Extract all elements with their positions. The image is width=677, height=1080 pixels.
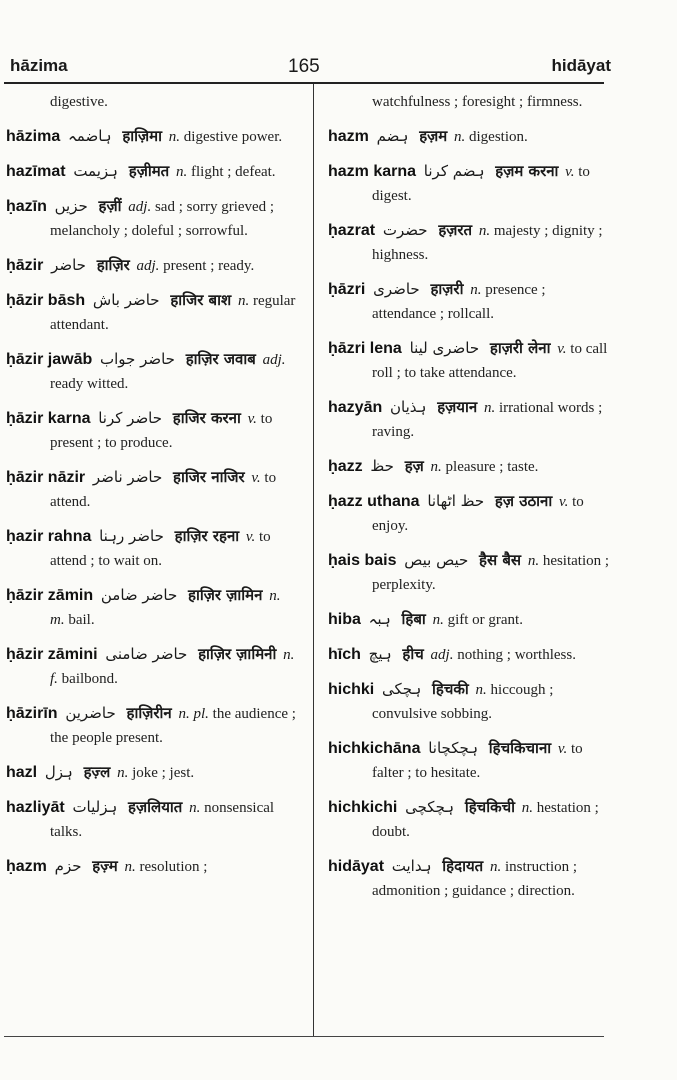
left-column <box>6 90 298 889</box>
urdu-script: حاضرین <box>65 704 116 722</box>
part-of-speech: n. <box>470 282 482 298</box>
part-of-speech: n. <box>124 859 136 875</box>
definition: present ; ready. <box>163 258 255 274</box>
urdu-script: حاضری <box>373 280 420 298</box>
definition: flight ; defeat. <box>191 164 276 180</box>
urdu-script: حاضر جواب <box>100 350 175 368</box>
headword: ḥais bais <box>328 552 397 569</box>
dictionary-entry <box>328 548 610 597</box>
hindi-script: हिचकिची <box>464 798 516 816</box>
headword: hīch <box>328 646 361 663</box>
headword: hichki <box>328 681 375 698</box>
part-of-speech: n. <box>430 459 442 475</box>
headword: hazm <box>328 128 369 145</box>
hindi-script: हज़रत <box>438 221 473 239</box>
dictionary-entry <box>6 642 298 691</box>
urdu-script: ہاضمہ <box>68 127 112 145</box>
headword: ḥāzir <box>6 257 44 274</box>
headword: ḥazz <box>328 458 363 475</box>
dictionary-entry <box>6 288 298 337</box>
definition: to attend. <box>50 470 277 510</box>
hindi-script: हज़म <box>419 127 448 145</box>
page-number: 165 <box>288 56 320 77</box>
definition: majesty ; dignity ; highness. <box>372 223 603 263</box>
dictionary-entry <box>328 854 610 903</box>
urdu-script: حاضر <box>51 256 86 274</box>
dictionary-entry <box>328 642 610 667</box>
running-head-right: hidāyat <box>551 56 611 75</box>
dictionary-entry <box>328 159 610 208</box>
headword: hichkichāna <box>328 740 421 757</box>
running-head-left: hāzima <box>10 56 68 75</box>
hindi-script: हज़्ल <box>83 763 111 781</box>
headword: ḥāzirīn <box>6 705 58 722</box>
headword: ḥāzri <box>328 281 366 298</box>
headword: ḥāzri lena <box>328 340 402 357</box>
dictionary-entry <box>328 454 610 479</box>
hindi-script: हज़यान <box>437 398 478 416</box>
hindi-script: हिदायत <box>442 857 484 875</box>
hindi-script: हाज़िमा <box>122 127 163 145</box>
part-of-speech: n. <box>189 800 201 816</box>
part-of-speech: n. <box>527 553 540 569</box>
part-of-speech: n. pl. <box>178 706 209 722</box>
hindi-script: हिचकी <box>432 680 469 698</box>
part-of-speech: adj. <box>128 199 152 215</box>
dictionary-entry <box>328 607 610 632</box>
dictionary-entry <box>6 194 298 243</box>
part-of-speech: v. <box>251 470 261 486</box>
urdu-script: حضرت <box>382 221 428 239</box>
definition: joke ; jest. <box>132 765 195 781</box>
part-of-speech: n. m. <box>50 588 281 628</box>
urdu-script: حظ <box>370 457 394 475</box>
hindi-script: हिचकिचाना <box>488 739 552 757</box>
dictionary-entry <box>328 795 610 844</box>
urdu-script: حاضر باش <box>92 291 160 309</box>
hindi-script: हज़्म <box>92 857 118 875</box>
dictionary-entry <box>6 406 298 455</box>
definition: regular attendant. <box>50 293 296 333</box>
entry-list <box>328 124 610 903</box>
headword: ḥāzir nāzir <box>6 469 86 486</box>
part-of-speech: v. <box>565 164 575 180</box>
hindi-script: हैस बैस <box>479 551 522 569</box>
headword: hazyān <box>328 399 383 416</box>
part-of-speech: n. <box>478 223 491 239</box>
definition: digestion. <box>469 129 528 145</box>
definition: to digest. <box>372 164 590 204</box>
hindi-script: हिबा <box>401 610 426 628</box>
dictionary-entry <box>6 253 298 278</box>
headword: hazm karna <box>328 163 417 180</box>
headword: hazīmat <box>6 163 66 180</box>
continuation-text: watchfulness ; foresight ; firmness. <box>372 94 583 110</box>
dictionary-entry <box>328 277 610 326</box>
hindi-script: हाज़िरीन <box>126 704 172 722</box>
headword: ḥazrat <box>328 222 376 239</box>
urdu-script: حاضر ضامنی <box>105 645 188 663</box>
hindi-script: हाजिर करना <box>172 409 241 427</box>
headword: hiba <box>328 611 361 628</box>
headword: hidāyat <box>328 858 385 875</box>
urdu-script: ہچکچی <box>405 798 455 816</box>
headword: ḥāzir bāsh <box>6 292 86 309</box>
definition: nonsensical talks. <box>50 800 275 840</box>
part-of-speech: adj. <box>430 647 454 663</box>
headword: hāzima <box>6 128 61 145</box>
part-of-speech: n. <box>117 765 129 781</box>
part-of-speech: v. <box>245 529 256 545</box>
part-of-speech: v. <box>557 341 567 357</box>
dictionary-entry <box>6 854 298 879</box>
definition: sad ; sorry grieved ; melancholy ; doleful ; sorrowful. <box>50 199 275 239</box>
hindi-script: हज़ीमत <box>128 162 170 180</box>
definition: hesitation ; perplexity. <box>372 553 610 593</box>
dictionary-entry <box>328 489 610 538</box>
definition: bailbond. <box>61 671 118 687</box>
urdu-script: ہچکچانا <box>428 739 478 757</box>
hindi-script: हीच <box>402 645 424 663</box>
dictionary-entry <box>328 736 610 785</box>
part-of-speech: n. <box>521 800 534 816</box>
urdu-script: حیص بیص <box>404 551 469 569</box>
urdu-script: حاضری لینا <box>409 339 480 357</box>
definition: gift or grant. <box>447 612 523 628</box>
urdu-script: حزیں <box>54 197 88 215</box>
definition: resolution ; <box>139 859 208 875</box>
definition: bail. <box>68 612 95 628</box>
definition: the audience ; the people present. <box>50 706 296 746</box>
urdu-script: حاضر ناضر <box>92 468 163 486</box>
dictionary-entry <box>6 159 298 184</box>
part-of-speech: v. <box>557 741 568 757</box>
urdu-script: ہزلیات <box>72 798 118 816</box>
dictionary-entry <box>6 760 298 785</box>
definition: hestation ; doubt. <box>372 800 599 840</box>
part-of-speech: n. <box>489 859 502 875</box>
headword: hazl <box>6 764 38 781</box>
part-of-speech: n. <box>237 293 250 309</box>
headword: ḥāzir zāmini <box>6 646 98 663</box>
headword: ḥazīn <box>6 198 47 215</box>
headword: ḥazir rahna <box>6 528 92 545</box>
part-of-speech: adj. <box>136 258 160 274</box>
hindi-script: हाज़िर रहना <box>174 527 240 545</box>
definition: to attend ; to wait on. <box>50 529 271 569</box>
urdu-script: حاضر کرنا <box>98 409 163 427</box>
definition: hiccough ; convulsive sobbing. <box>372 682 554 722</box>
part-of-speech: n. <box>168 129 181 145</box>
headword: ḥazz uthana <box>328 493 420 510</box>
definition: ready witted. <box>50 376 129 392</box>
headword: ḥazm <box>6 858 47 875</box>
definition: instruction ; admonition ; guidance ; direction. <box>372 859 578 899</box>
hindi-script: हज़म करना <box>495 162 559 180</box>
hindi-script: हाजिर नाजिर <box>173 468 245 486</box>
hindi-script: हज़ उठाना <box>494 492 553 510</box>
definition: nothing ; worthless. <box>457 647 576 663</box>
part-of-speech: n. <box>475 682 487 698</box>
dictionary-entry <box>328 677 610 726</box>
dictionary-entry <box>328 124 610 149</box>
part-of-speech: v. <box>559 494 569 510</box>
urdu-script: حاضر رہنا <box>99 527 164 545</box>
part-of-speech: n. <box>432 612 444 628</box>
urdu-script: ہزیمت <box>73 162 118 180</box>
dictionary-entry <box>6 795 298 844</box>
urdu-script: ہضم <box>376 127 409 145</box>
definition: presence ; attendance ; rollcall. <box>372 282 546 322</box>
hindi-script: हज़लियात <box>128 798 183 816</box>
definition: to falter ; to hesitate. <box>372 741 583 781</box>
definition: digestive power. <box>183 129 283 145</box>
part-of-speech: adj. <box>262 352 286 368</box>
hindi-script: हाज़री लेना <box>489 339 551 357</box>
dictionary-entry <box>6 701 298 750</box>
urdu-script: ہچکی <box>381 680 422 698</box>
urdu-script: حظ اٹھانا <box>427 492 485 510</box>
hindi-script: हज़ीं <box>98 197 122 215</box>
dictionary-entry <box>6 583 298 632</box>
part-of-speech: v. <box>247 411 257 427</box>
urdu-script: ہزل <box>44 763 73 781</box>
hindi-script: हाज़िर ज़ामिनी <box>198 645 277 663</box>
dictionary-entry <box>6 347 298 396</box>
dictionary-entry <box>6 465 298 514</box>
dictionary-entry <box>328 218 610 267</box>
header-rule <box>4 82 604 84</box>
headword: ḥāzir karna <box>6 410 91 427</box>
dictionary-entry <box>6 524 298 573</box>
hindi-script: हाज़िर ज़ामिन <box>188 586 263 604</box>
urdu-script: ہبہ <box>368 610 391 628</box>
urdu-script: ہدایت <box>391 857 432 875</box>
hindi-script: हाज़री <box>430 280 464 298</box>
urdu-script: حاضر ضامن <box>100 586 178 604</box>
urdu-script: ہذیان <box>390 398 427 416</box>
hindi-script: हाज़िर <box>96 256 130 274</box>
definition: irrational words ; raving. <box>372 400 603 440</box>
dictionary-entry <box>328 395 610 444</box>
headword: hazliyāt <box>6 799 65 816</box>
headword: ḥāzir zāmin <box>6 587 94 604</box>
column-divider <box>313 84 314 1036</box>
headword: hichkichi <box>328 799 398 816</box>
hindi-script: हाज़िर जवाब <box>185 350 256 368</box>
right-column <box>328 90 610 913</box>
headword: ḥāzir jawāb <box>6 351 93 368</box>
dictionary-entry <box>328 336 610 385</box>
entry-list <box>6 124 298 879</box>
part-of-speech: n. <box>176 164 188 180</box>
footer-rule <box>4 1036 604 1037</box>
definition: pleasure ; taste. <box>445 459 539 475</box>
part-of-speech: n. f. <box>50 647 295 687</box>
urdu-script: حزم <box>54 857 82 875</box>
definition: to enjoy. <box>372 494 584 534</box>
urdu-script: ہیچ <box>368 645 392 663</box>
continuation-text: digestive. <box>50 94 108 110</box>
urdu-script: ہضم کرنا <box>423 162 485 180</box>
definition: to present ; to produce. <box>50 411 273 451</box>
hindi-script: हाजिर बाश <box>170 291 232 309</box>
definition: to call roll ; to take attendance. <box>372 341 608 381</box>
part-of-speech: n. <box>454 129 466 145</box>
part-of-speech: n. <box>483 400 496 416</box>
hindi-script: हज़ <box>404 457 424 475</box>
dictionary-entry <box>6 124 298 149</box>
